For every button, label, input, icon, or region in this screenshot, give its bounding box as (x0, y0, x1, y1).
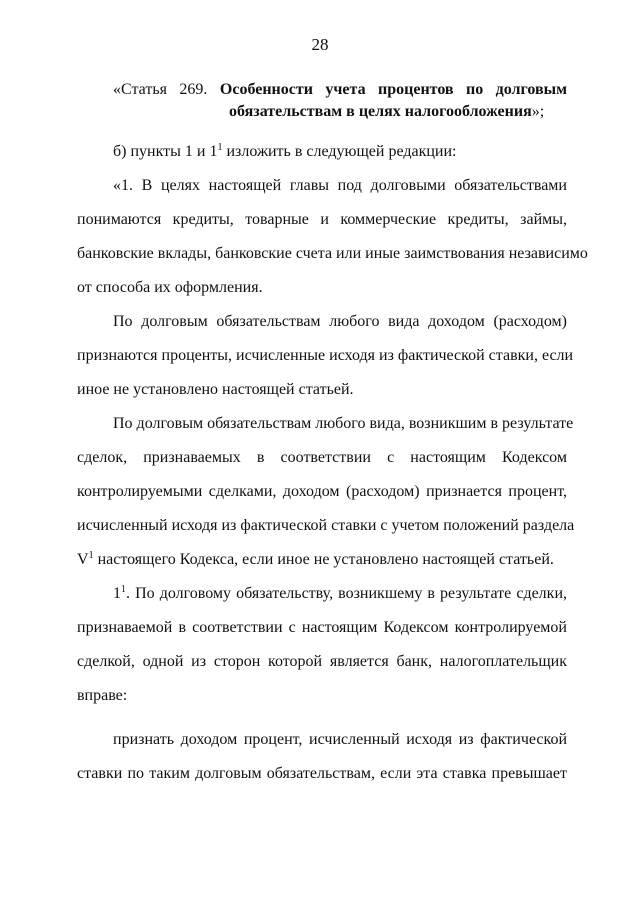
article-title-line-1: Особенности учета процентов по долговым (219, 81, 568, 98)
para5-line-1: признать доходом процент, исчисленный исходя из фактической (113, 731, 567, 748)
para3-superscript: 1 (88, 550, 94, 561)
intro-after: изложить в следующей редакции: (222, 143, 457, 160)
para1-line-4: от способа их оформления. (77, 279, 263, 296)
intro-before: б) пункты 1 и 1 (113, 143, 218, 160)
para4-line-3: сделкой, одной из сторон которой является банк, налогоплательщик (77, 653, 567, 670)
para1-line-2: понимаются кредиты, товарные и коммерческие кредиты, займы, (77, 211, 567, 228)
para4-rest: . По долговому обязательству, возникшему в результате сделки, (126, 585, 567, 602)
para4-superscript: 1 (121, 584, 126, 595)
article-heading-line-2 (77, 101, 567, 123)
intro-line (77, 135, 567, 169)
para5-line-2: ставки по таким долговым обязательствам, если эта ставка превышает (77, 765, 567, 782)
para3-line-3: контролируемыми сделками, доходом (расходом) признается процент, (77, 483, 567, 500)
para2-line-3: иное не установлено настоящей статьей. (77, 381, 354, 398)
article-suffix: »; (531, 103, 545, 120)
para4-line-1 (77, 577, 567, 611)
document-body (77, 78, 588, 791)
intro-superscript: 1 (217, 142, 223, 153)
para2-line-2: признаются проценты, исчисленные исходя из фактической ставки, если (77, 347, 574, 364)
article-heading-line-1 (77, 79, 567, 101)
para3-line-2: сделок, признаваемых в соответствии с настоящим Кодексом (77, 449, 567, 466)
para3-letter: V (77, 551, 89, 568)
para3-line-1: По долговым обязательствам любого вида, возникшим в результате (113, 415, 574, 432)
para1-line-3: банковские вклады, банковские счета или иные заимствования независимо (77, 245, 588, 262)
article-prefix: «Статья 269. (113, 81, 208, 98)
para4-number: 1 (113, 585, 121, 602)
article-title-line-2: обязательствам в целях налогообложения (229, 103, 532, 120)
page-number: 28 (311, 35, 329, 54)
para3-line-4: исчисленный исходя из фактической ставки с учетом положений раздела (77, 517, 575, 534)
para4-line-4: вправе: (77, 687, 128, 704)
para3-line-5 (77, 543, 567, 577)
para3-rest: настоящего Кодекса, если иное не установлено настоящей статьей. (93, 551, 554, 568)
para4-line-2: признаваемой в соответствии с настоящим Кодексом контролируемой (77, 619, 567, 636)
para1-line-1: «1. В целях настоящей главы под долговыми обязательствами (113, 177, 567, 194)
para2-line-1: По долговым обязательствам любого вида доходом (расходом) (113, 313, 567, 330)
